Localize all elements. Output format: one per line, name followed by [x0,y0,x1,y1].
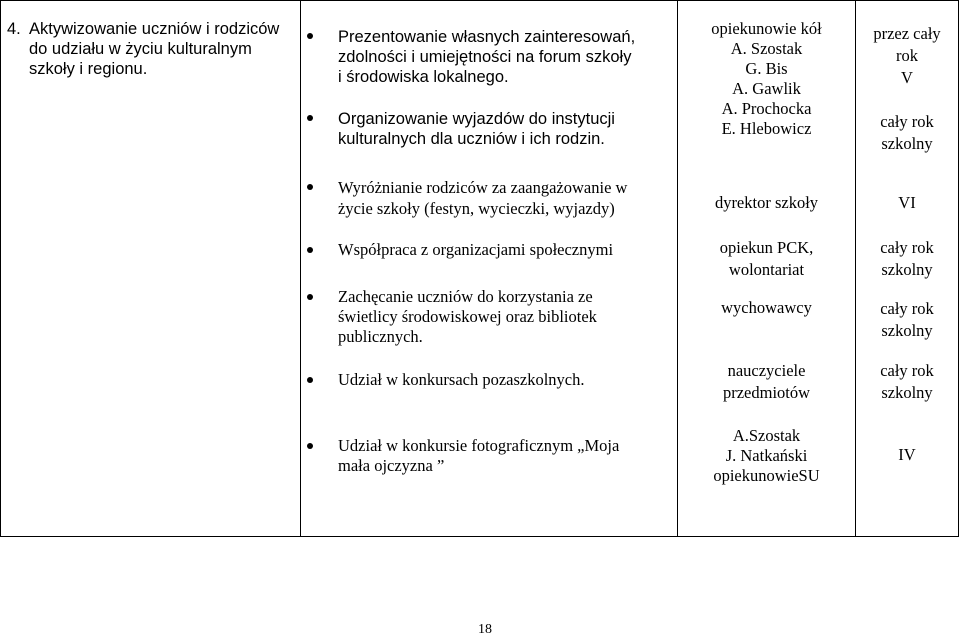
section-title-line: do udziału w życiu kulturalnym [29,40,252,58]
term-cell [856,237,958,281]
responsible-line: A. Gawlik [732,79,801,98]
responsible-line: wychowawcy [721,298,812,317]
term-line: cały rok [880,112,934,131]
responsible-cell [678,360,855,404]
section-title [29,19,299,79]
term-line: V [901,68,913,87]
bullet-icon [307,115,313,121]
term-line: szkolny [881,321,933,340]
task-line: życie szkoły (festyn, wycieczki, wyjazdy) [338,199,615,218]
term-line: cały rok [880,238,934,257]
responsible-line: nauczyciele [727,361,806,380]
section-number: 4. [7,20,21,38]
bullet-icon [307,247,313,253]
responsible-line: opiekunowie kół [711,19,822,38]
term-cell [856,23,958,155]
responsible-line: opiekunowieSU [713,466,820,485]
task-line: mała ojczyzna ” [338,456,445,475]
responsible-cell [678,19,855,139]
responsible-line: A.Szostak [732,426,801,445]
task-line: Współpraca z organizacjami społecznymi [338,240,614,259]
task-text [338,287,678,347]
task-text [338,109,678,149]
task-line: kulturalnych dla uczniów i ich rodzin. [338,130,605,148]
responsible-line: dyrektor szkoły [714,193,819,212]
responsible-line: wolontariat [728,260,805,279]
task-line: publicznych. [338,327,423,346]
page-number: 18 [478,622,492,637]
term-line: rok [896,46,918,65]
task-text [338,370,678,390]
bullet-icon [307,294,313,300]
term-line: szkolny [881,383,933,402]
task-text [338,177,678,219]
task-text [338,240,678,260]
task-line: zdolności i umiejętności na forum szkoły [338,48,632,66]
task-line: Wyróżnianie rodziców za zaangażowanie w [338,178,628,197]
task-line: i środowiska lokalnego. [338,68,509,86]
responsible-cell [678,237,855,281]
task-text [338,27,678,87]
term-line: cały rok [880,299,934,318]
section-title-line: szkoły i regionu. [29,60,148,78]
term-line: VI [898,193,916,212]
term-line: szkolny [881,260,933,279]
responsible-cell [678,193,855,213]
section-title-line: Aktywizowanie uczniów i rodziców [29,20,280,38]
responsible-line: A. Prochocka [721,99,812,118]
responsible-line: E. Hlebowicz [721,119,812,138]
responsible-line: opiekun PCK, [719,238,814,257]
responsible-cell [678,298,855,318]
responsible-line: A. Szostak [730,39,803,58]
task-line: Zachęcanie uczniów do korzystania ze [338,287,593,306]
term-cell [856,360,958,404]
bullet-icon [307,184,313,190]
task-text [338,436,678,476]
term-line: szkolny [881,134,933,153]
term-cell [856,298,958,342]
term-line: IV [898,445,916,464]
task-line: świetlicy środowiskowej oraz bibliotek [338,307,597,326]
task-line: Udział w konkursie fotograficznym „Moja [338,436,620,455]
bullet-icon [307,377,313,383]
column-divider [300,1,301,536]
term-cell [856,193,958,213]
responsible-line: J. Natkański [725,446,808,465]
term-cell [856,445,958,465]
bullet-icon [307,443,313,449]
bullet-icon [307,33,313,39]
responsible-cell [678,426,855,486]
term-line [856,89,958,111]
task-line: Udział w konkursach pozaszkolnych. [338,370,585,389]
responsible-line: G. Bis [745,59,788,78]
task-line: Organizowanie wyjazdów do instytucji [338,110,615,128]
responsible-line: przedmiotów [722,383,811,402]
term-line: przez cały [873,24,941,43]
task-line: Prezentowanie własnych zainteresowań, [338,28,636,46]
term-line: cały rok [880,361,934,380]
